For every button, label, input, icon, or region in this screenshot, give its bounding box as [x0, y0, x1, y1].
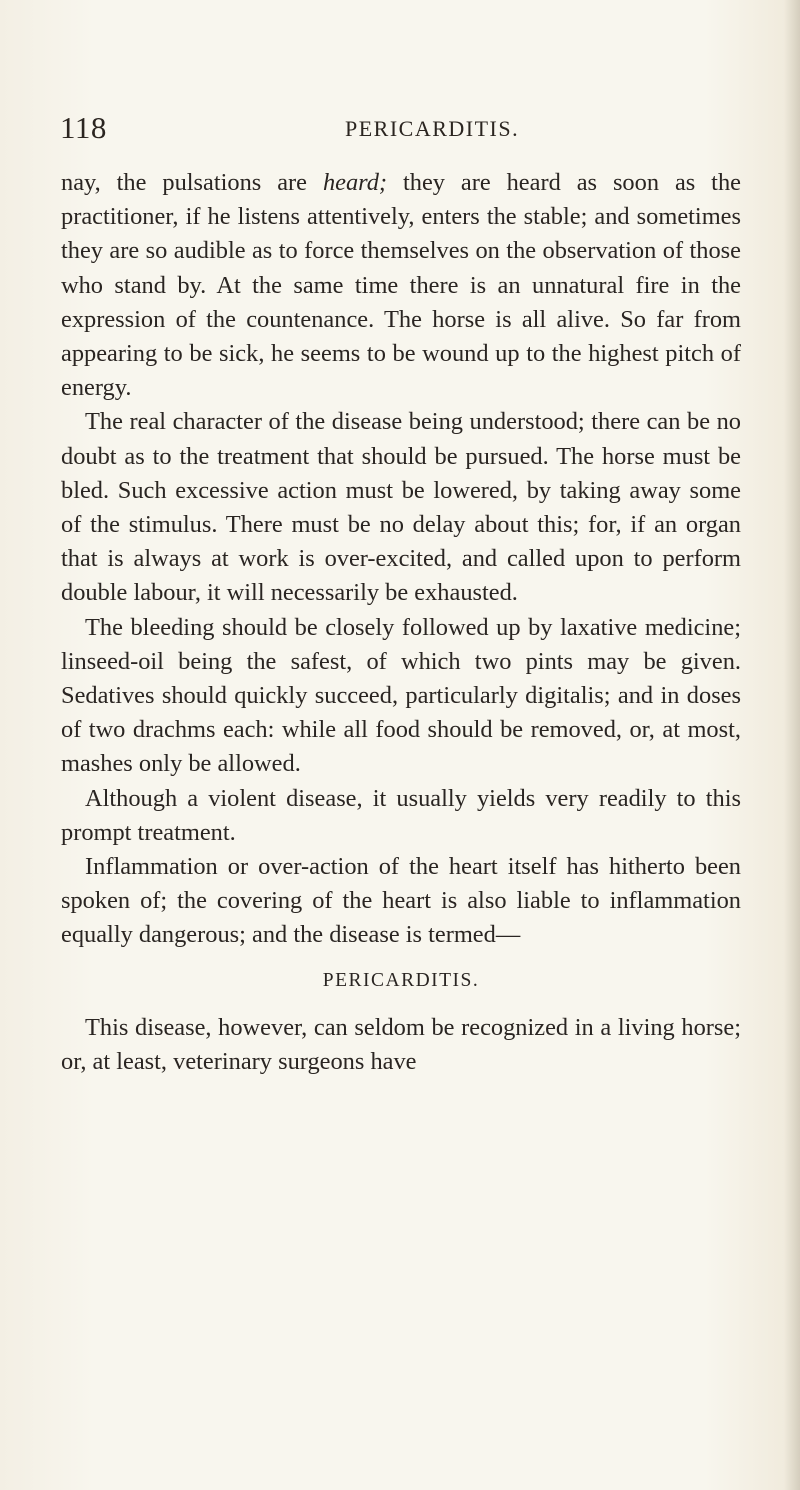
paragraph-1	[61, 166, 741, 405]
paragraph-1-start: nay, the pulsations are	[61, 169, 323, 196]
page-edge-shadow	[784, 0, 800, 1490]
paragraph-2: The real character of the disease being understood; there can be no doubt as to the treatment that should be pursued. The horse must be bled. Such excessive action must be lowered, by taking away some of the stimulus. There must be no delay about this; for, if an organ that is always at work is over-excited, and called upon to perform double labour, it will necessarily be exhausted.	[61, 408, 741, 607]
section-heading: PERICARDITIS.	[322, 969, 480, 991]
paragraph-6: This disease, however, can seldom be recognized in a living horse; or, at least, veterinary surgeons have	[61, 1013, 741, 1075]
body-text	[61, 166, 741, 1079]
page-header	[60, 108, 740, 148]
running-head: PERICARDITIS.	[345, 116, 520, 141]
paragraph-5: Inflammation or over-action of the heart itself has hitherto been spoken of; the covering of the heart is also liable to inflammation equally dangerous; and the disease is termed—	[61, 853, 741, 949]
emphasized-word: heard;	[322, 169, 388, 196]
paragraph-3: The bleeding should be closely followed up by laxative medicine; linseed-oil being the safest, of which two pints may be given. Sedatives should quickly succeed, particularly digitalis; and in doses of two drachms each: while all food should be removed, or, at most, mashes only be allowed.	[61, 613, 741, 778]
paragraph-4: Although a violent disease, it usually yields very readily to this prompt treatment.	[61, 784, 741, 846]
page-number: 118	[60, 110, 107, 145]
paragraph-1-rest: they are heard as soon as the practitioner, if he listens attentively, enters the stable; and sometimes they are so audible as to force themselves on the observation of those who stand by. At the same time there is an unnatural fire in the expression of the countenance. The horse is all alive. So far from appearing to be sick, he seems to be wound up to the highest pitch of energy.	[61, 169, 741, 402]
